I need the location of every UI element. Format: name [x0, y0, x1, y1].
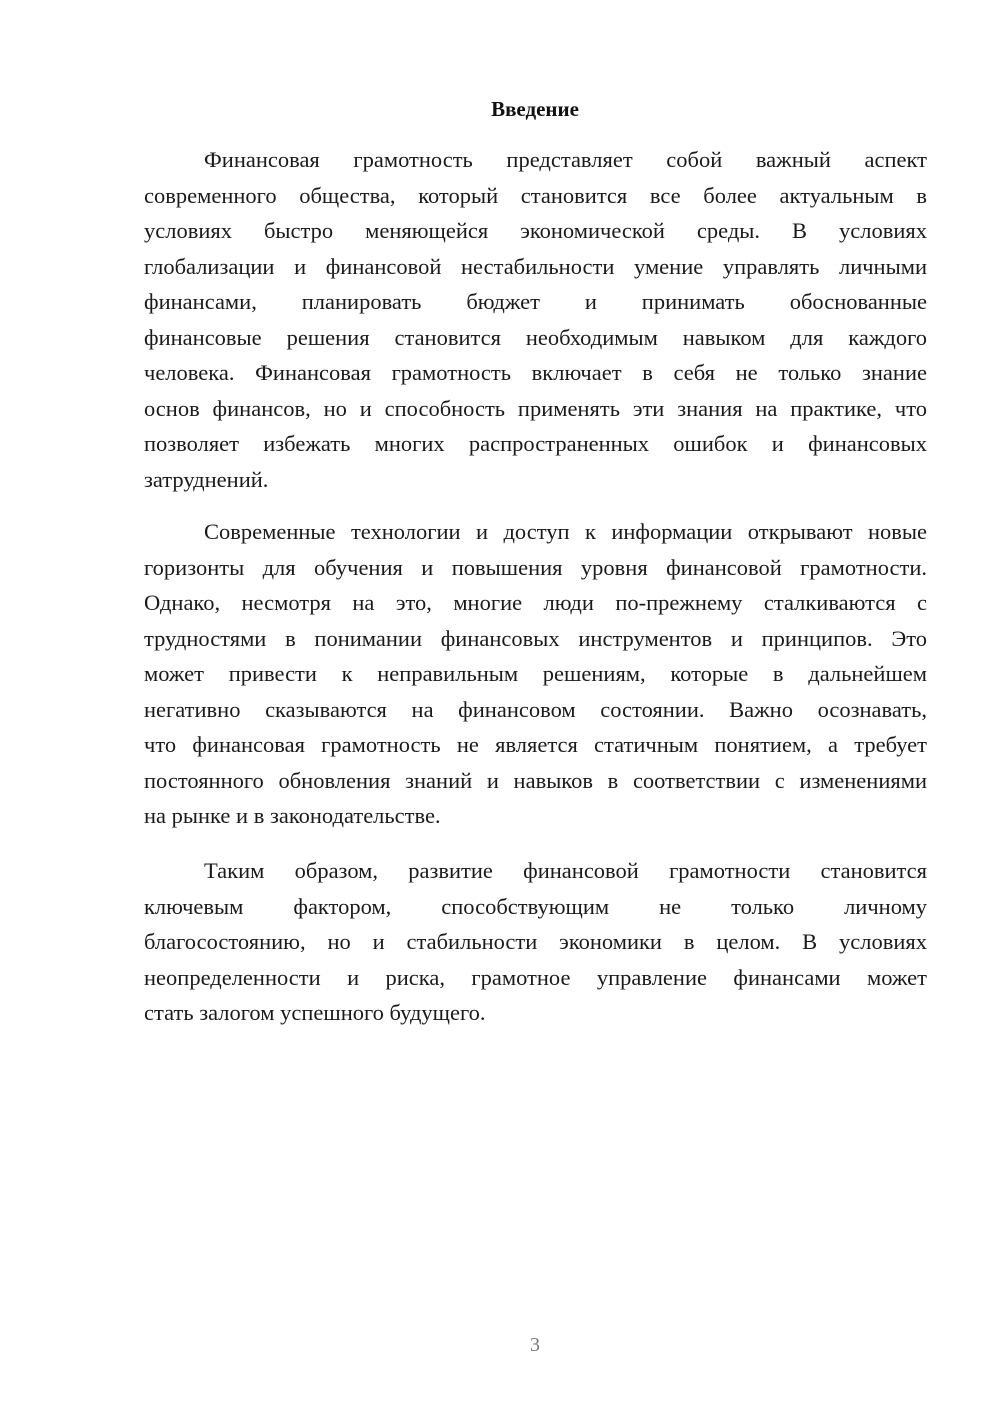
text-line: негативно сказываются на финансовом состоянии. Важно осознавать, [144, 696, 927, 722]
text-line: затруднений. [144, 466, 269, 492]
text-line: на рынке и в законодательстве. [144, 803, 441, 828]
text-line: Однако, несмотря на это, многие люди по-прежнему сталкиваются с [144, 590, 927, 615]
text-line: глобализации и финансовой нестабильности умение управлять личными [144, 253, 927, 279]
page-number: 3 [530, 1334, 540, 1356]
text-line: неопределенности и риска, грамотное управление финансами может [144, 964, 927, 990]
text-line: финансовые решения становится необходимым навыком для каждого [144, 324, 927, 350]
text-line: что финансовая грамотность не является статичным понятием, а требует [144, 732, 927, 757]
text-line: условиях быстро меняющейся экономической среды. В условиях [144, 218, 927, 243]
text-line: постоянного обновления знаний и навыков в соответствии с изменениями [144, 767, 927, 793]
text-line: современного общества, который становится все более актуальным в [144, 182, 927, 208]
text-line: Финансовая грамотность представляет собой важный аспект [204, 147, 927, 172]
text-line: финансами, планировать бюджет и принимать обоснованные [144, 289, 927, 314]
text-line: горизонты для обучения и повышения уровня финансовой грамотности. [144, 554, 927, 580]
text-line: основ финансов, но и способность применять эти знания на практике, что [144, 395, 927, 421]
text-line: человека. Финансовая грамотность включает в себя не только знание [144, 360, 927, 385]
text-line: может привести к неправильным решениям, которые в дальнейшем [144, 661, 927, 686]
text-line: позволяет избежать многих распространенных ошибок и финансовых [144, 431, 927, 456]
text-line: Современные технологии и доступ к информации открывают новые [204, 519, 927, 544]
paragraph-2 [144, 514, 927, 834]
text-line: трудностями в понимании финансовых инструментов и принципов. Это [144, 625, 927, 651]
paragraph-1 [144, 142, 927, 497]
text-line: ключевым фактором, способствующим не только личному [144, 893, 927, 919]
text-line: благосостоянию, но и стабильности экономики в целом. В условиях [144, 929, 927, 954]
paragraph-3 [144, 853, 927, 1031]
text-line: Таким образом, развитие финансовой грамотности становится [204, 858, 927, 883]
section-title: Введение [491, 97, 579, 121]
text-line: стать залогом успешного будущего. [144, 1000, 486, 1025]
